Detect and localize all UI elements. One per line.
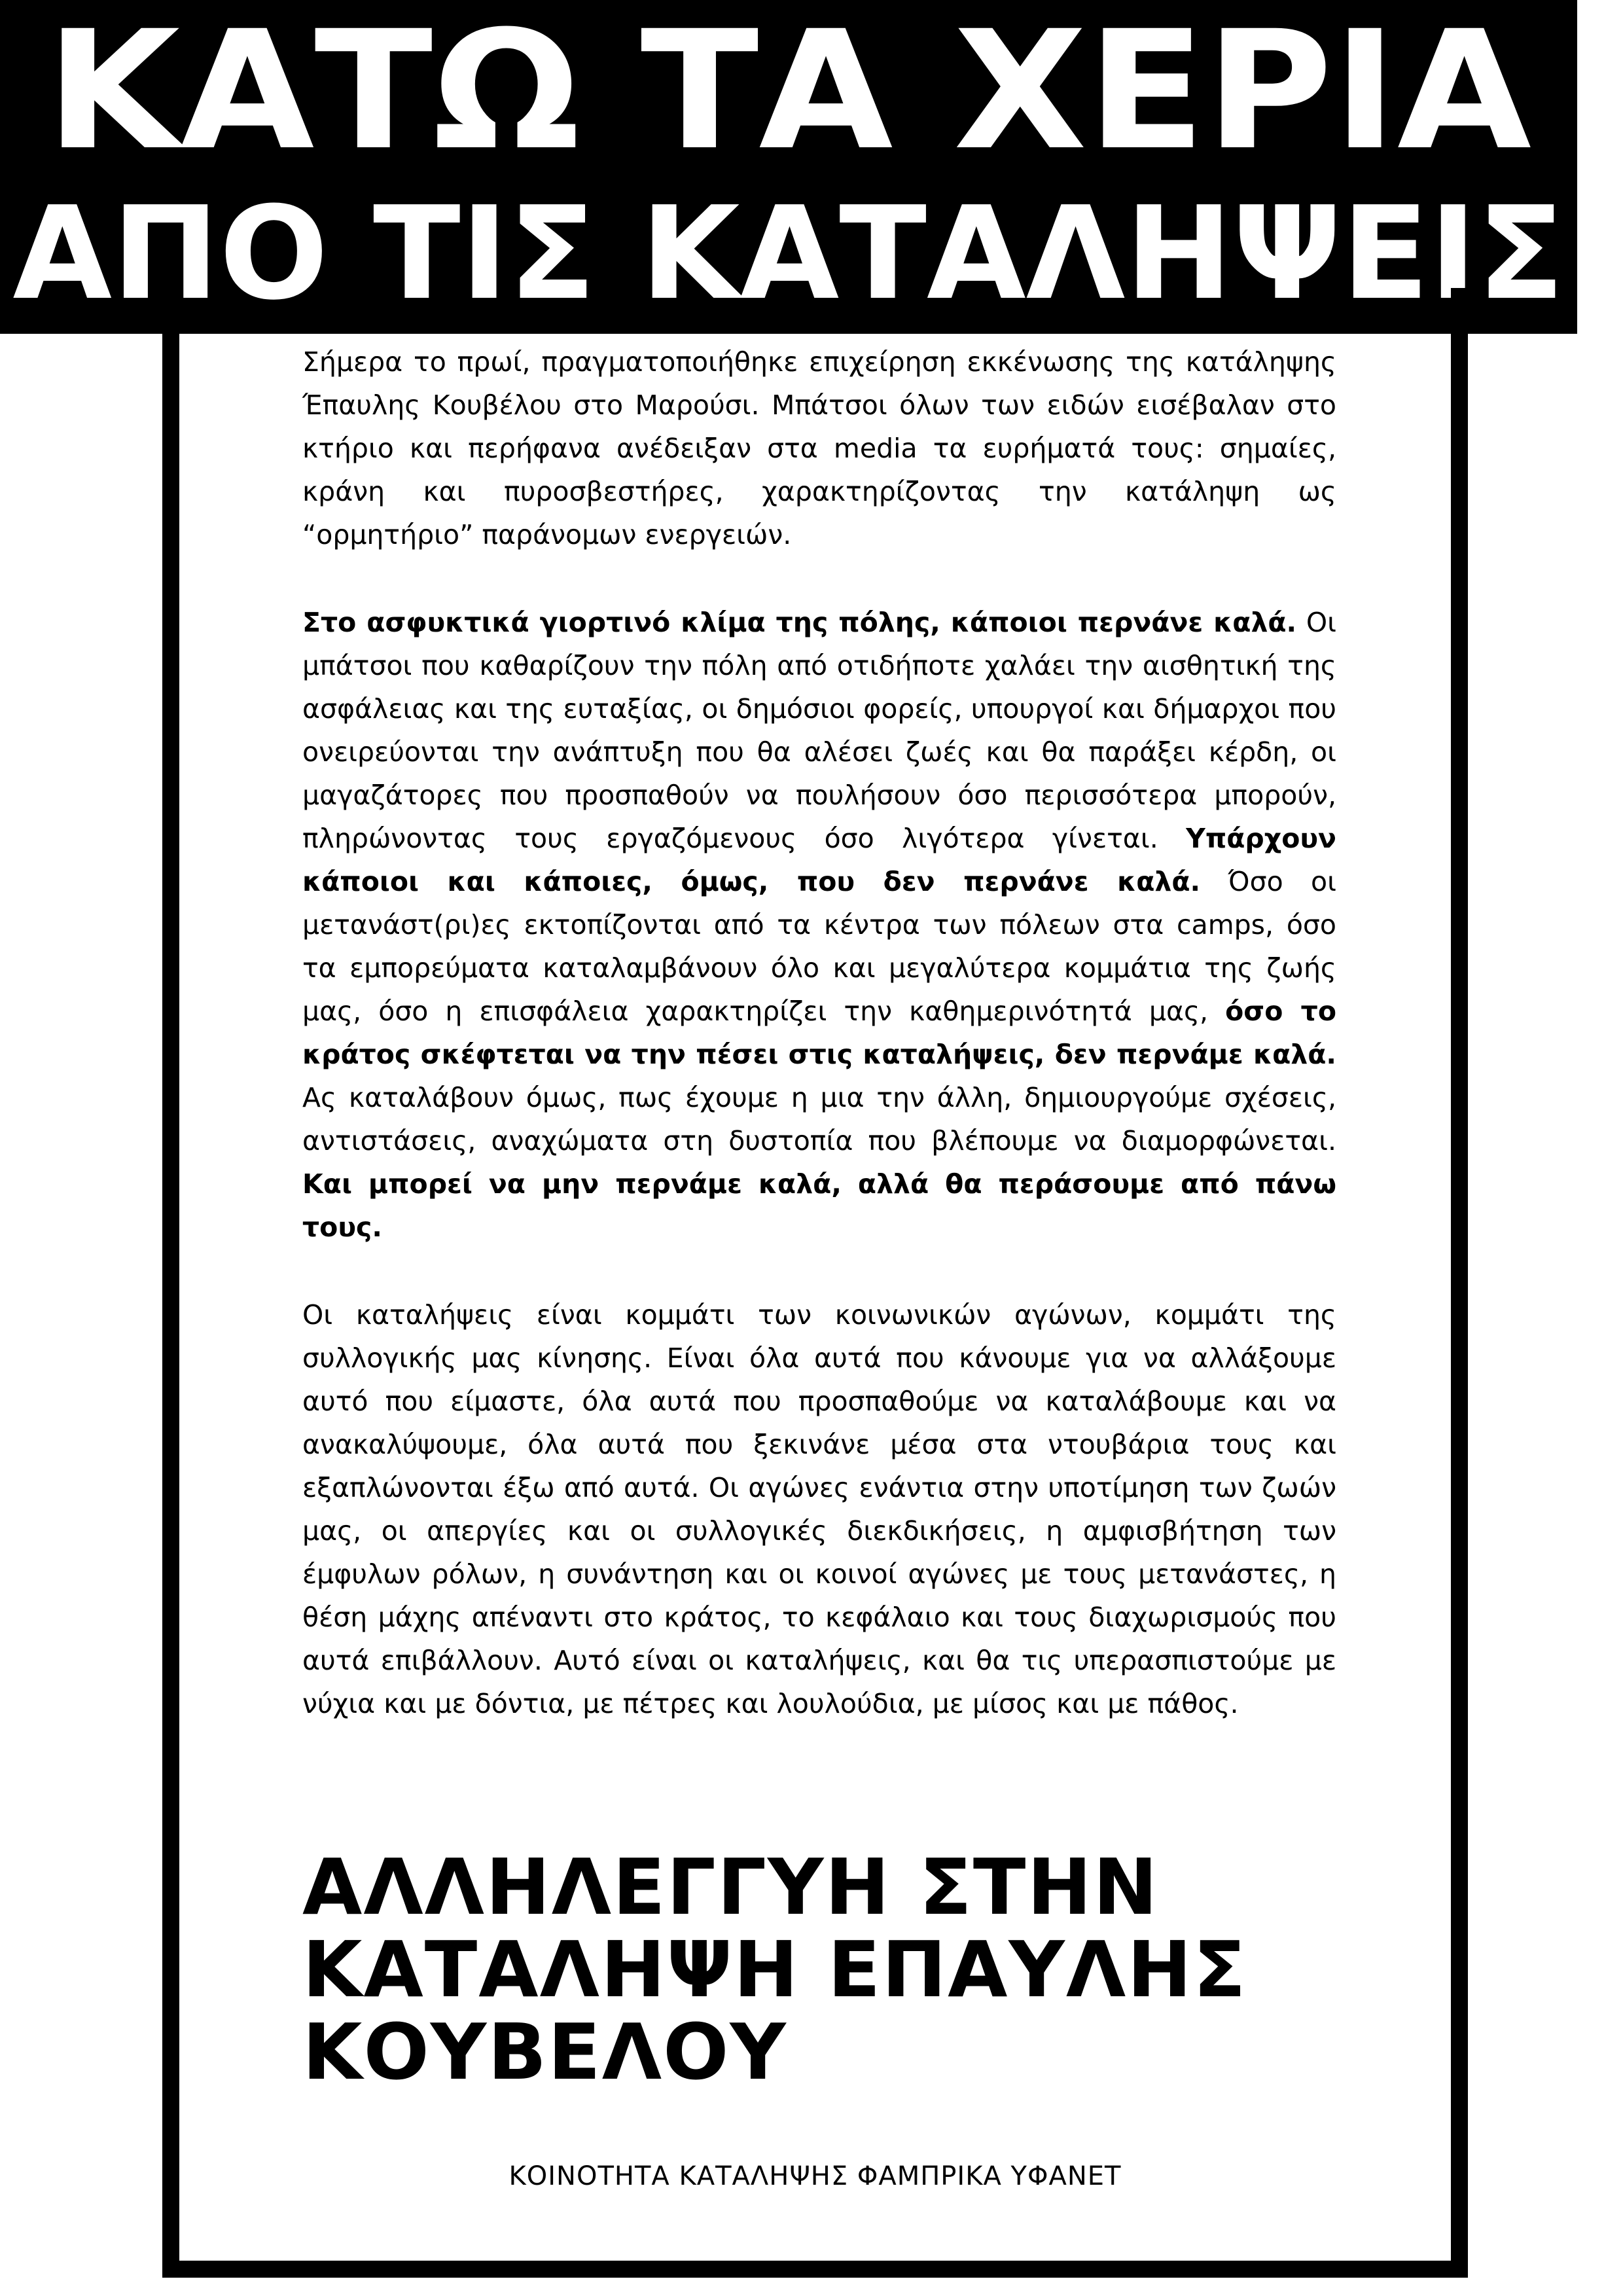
solidarity-line-2: ΚΑΤΑΛΗΨΗ ΕΠΑΥΛΗΣ <box>302 1924 1247 2015</box>
bold-statement-1: Στο ασφυκτικά γιορτινό κλίμα της πόλης, κάποιοι περνάνε καλά. <box>302 607 1297 638</box>
bold-statement-4: Και μπορεί να μην περνάμε καλά, αλλά θα περάσουμε από πάνω τους. <box>302 1168 1336 1243</box>
headline-line-2: ΑΠΟ ΤΙΣ ΚΑΤΑΛΗΨΕΙΣ <box>12 179 1565 329</box>
solidarity-line-3: ΚΟΥΒΕΛΟΥ <box>302 2007 787 2097</box>
bold-statement-3: όσο το κράτος σκέφτεται να την πέσει στις καταλήψεις, δεν περνάμε καλά. <box>302 996 1336 1070</box>
paragraph-text-1: Οι μπάτσοι που καθαρίζουν την πόλη από οτιδήποτε χαλάει την αισθητική της ασφάλειας και της ευταξίας, οι δημόσιοι φορείς, υπουργοί και δήμαρχοι που ονειρεύονται την ανάπτυξη που θα αλέσει ζωές και θα παράξει κέρδη, οι μαγαζάτορες που προσπαθούν να πουλήσουν όσο περισσότερα μπορούν, πληρώνοντας τους εργαζόμενους όσο λιγότερα γίνεται. <box>302 607 1336 854</box>
paragraph-text-3: Ας καταλάβουν όμως, πως έχουμε η μια την άλλη, δημιουργούμε σχέσεις, αντιστάσεις, αναχώματα στη δυστοπία που βλέπουμε να διαμορφώνεται. <box>302 1082 1336 1157</box>
paragraph-squats-struggles: Οι καταλήψεις είναι κομμάτι των κοινωνικών αγώνων, κομμάτι της συλλογικής μας κίνησης. Είναι όλα αυτά που κάνουμε για να αλλάξουμε αυτό που είμαστε, όλα αυτά που προσπαθούμε να καταλάβουμε και να ανακαλύψουμε, όλα αυτά που ξεκινάνε μέσα στα ντουβάρια τους και εξαπλώνονται έξω από αυτά. Οι αγώνες ενάντια στην υποτίμηση των ζωών μας, οι απεργίες και οι συλλογικές διεκδικήσεις, η αμφισβήτηση των έμφυλων ρόλων, η συνάντηση και οι κοινοί αγώνες με τους μετανάστες, η θέση μάχης απέναντι στο κράτος, το κεφάλαιο και τους διαχωρισμούς που αυτά επιβάλλουν. Αυτό είναι οι καταλήψεις, και θα τις υπερασπιστούμε με νύχια και με δόντια, με πέτρες και λουλούδια, με μίσος και με πάθος. <box>302 1299 1336 1719</box>
solidarity-line-1: ΑΛΛΗΛΕΓΓΥΗ ΣΤΗΝ <box>302 1842 1159 1932</box>
paragraph-eviction: Σήμερα το πρωί, πραγματοποιήθηκε επιχείρηση εκκένωσης της κατάληψης Έπαυλης Κουβέλου στο Μαρούσι. Μπάτσοι όλων των ειδών εισέβαλαν στο κτήριο και περήφανα ανέδειξαν στα media τα ευρήματά τους: σημαίες, κράνη και πυροσβεστήρες, χαρακτηρίζοντας την κατάληψη ως “ορμητήριο” παράνομων ενεργειών. <box>302 346 1336 550</box>
signature: ΚΟΙΝΟΤΗΤΑ ΚΑΤΑΛΗΨΗΣ ΦΑΜΠΡΙΚΑ ΥΦΑΝΕΤ <box>508 2161 1122 2191</box>
bold-statement-2: Υπάρχουν κάποιοι και κάποιες, όμως, που δεν περνάνε καλά. <box>302 823 1336 897</box>
paragraph-text-2: Όσο οι μετανάστ(ρι)ες εκτοπίζονται από τα κέντρα των πόλεων στα camps, όσο τα εμπορεύματα καταλαμβάνουν όλο και μεγαλύτερα κομμάτια της ζωής μας, όσο η επισφάλεια χαρακτηρίζει την καθημερινότητά μας, <box>302 866 1337 1027</box>
headline-line-1: ΚΑΤΩ ΤΑ ΧΕΡΙΑ <box>45 0 1532 186</box>
poster-body <box>302 340 1336 1770</box>
header-banner <box>0 0 1577 334</box>
paragraph-festive-climate <box>302 601 1336 1249</box>
solidarity-slogan <box>302 1842 1382 2097</box>
